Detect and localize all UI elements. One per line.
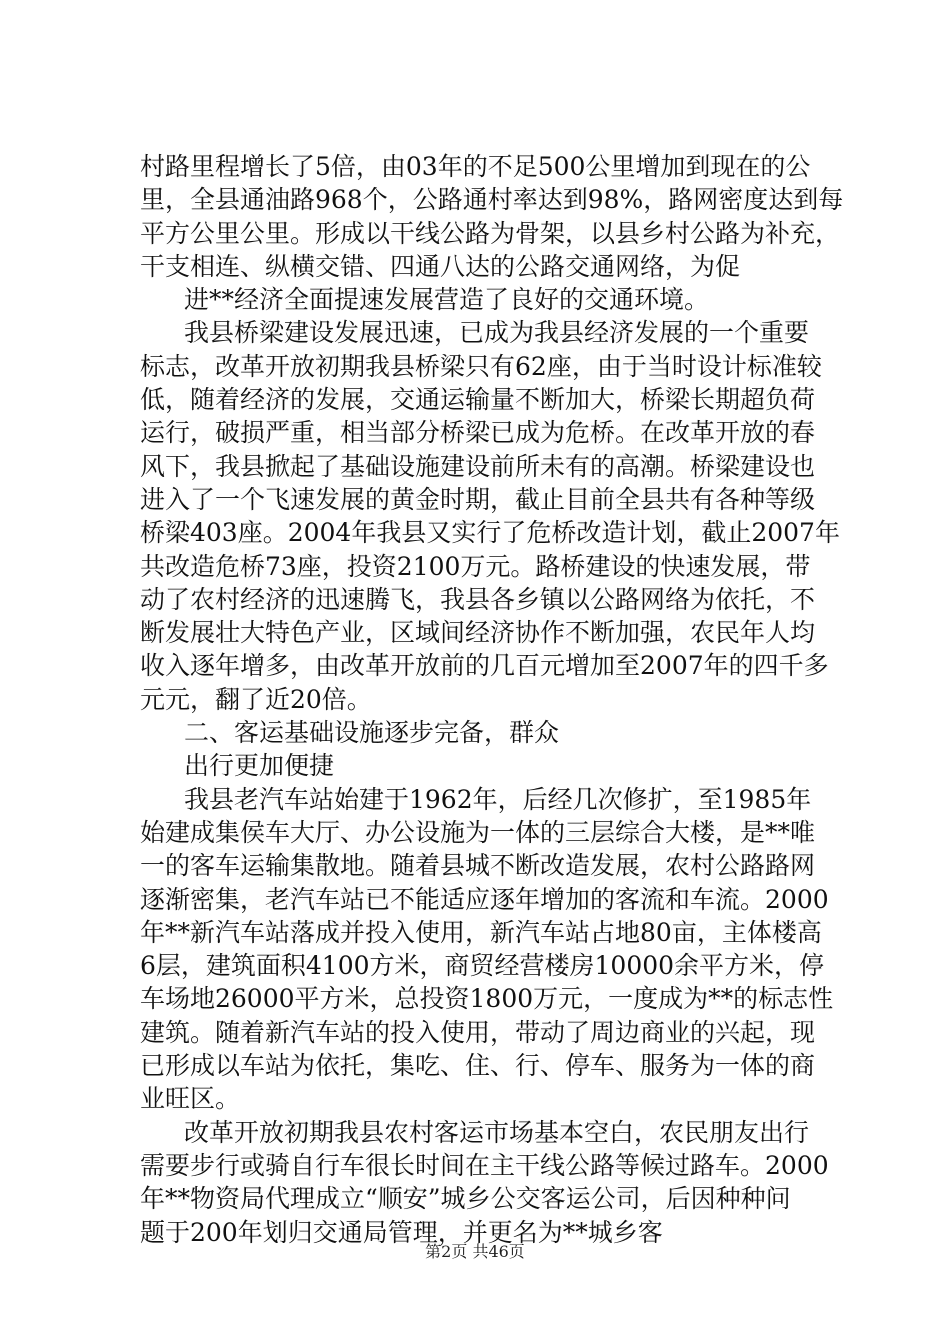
- text-line: 年**物资局代理成立“顺安”城乡公交客运公司，后因种种问: [140, 1184, 791, 1214]
- text-line: 共改造危桥73座，投资2100万元。路桥建设的快速发展，带: [140, 551, 811, 581]
- text-line: 6层，建筑面积4100方米，商贸经营楼房10000余平方米，停: [140, 951, 825, 981]
- text-line: 一的客车运输集散地。随着县城不断改造发展，农村公路路网: [140, 851, 816, 881]
- section-heading-line: 出行更加便捷: [184, 751, 335, 781]
- text-line: 年**新汽车站落成并投入使用，新汽车站占地80亩，主体楼高: [140, 917, 822, 947]
- page-footer: [0, 1242, 950, 1262]
- text-line: 断发展壮大特色产业，区域间经济协作不断加强，农民年人均: [140, 618, 816, 648]
- text-line: 需要步行或骑自行车很长时间在主干线公路等候过路车。2000: [140, 1150, 829, 1180]
- section-heading-line: 二、客运基础设施逐步完备，群众: [184, 718, 560, 748]
- text-line: 已形成以车站为依托，集吃、住、行、停车、服务为一体的商: [140, 1051, 816, 1081]
- text-line: 标志，改革开放初期我县桥梁只有62座，由于当时设计标准较: [140, 351, 822, 381]
- text-line: 逐渐密集，老汽车站已不能适应逐年增加的客流和车流。2000: [140, 884, 829, 914]
- text-line: 进**经济全面提速发展营造了良好的交通环境。: [184, 285, 710, 315]
- page-number-label: 第2页 共46页: [425, 1242, 525, 1261]
- paragraph-start-line: 改革开放初期我县农村客运市场基本空白，农民朋友出行: [184, 1117, 810, 1147]
- paragraph-start-line: 我县桥梁建设发展迅速，已成为我县经济发展的一个重要: [184, 318, 810, 348]
- text-line: 干支相连、纵横交错、四通八达的公路交通网络，为促: [140, 251, 741, 281]
- text-line: 低，随着经济的发展，交通运输量不断加大，桥梁长期超负荷: [140, 385, 816, 415]
- text-line: 进入了一个飞速发展的黄金时期，截止目前全县共有各种等级: [140, 484, 816, 514]
- text-line: 运行，破损严重，相当部分桥梁已成为危桥。在改革开放的春: [140, 418, 816, 448]
- paragraph-start-line: 我县老汽车站始建于1962年，后经几次修扩，至1985年: [184, 784, 812, 814]
- text-line: 村路里程增长了5倍，由03年的不足500公里增加到现在的公: [140, 152, 811, 181]
- text-line: 车场地26000平方米，总投资1800万元，一度成为**的标志性: [140, 984, 834, 1014]
- text-line: 元元，翻了近20倍。: [140, 684, 372, 714]
- text-line: 动了农村经济的迅速腾飞，我县各乡镇以公路网络为依托，不: [140, 584, 816, 614]
- text-line: 平方公里公里。形成以干线公路为骨架，以县乡村公路为补充，: [140, 218, 841, 248]
- text-line: 收入逐年增多，由改革开放前的几百元增加至2007年的四千多: [140, 651, 829, 681]
- text-line: 桥梁403座。2004年我县又实行了危桥改造计划，截止2007年: [140, 518, 840, 548]
- document-body: [140, 150, 844, 1249]
- text-line: 风下，我县掀起了基础设施建设前所未有的高潮。桥梁建设也: [140, 451, 816, 481]
- text-line: 题于200年划归交通局管理，并更名为**城乡客: [140, 1217, 663, 1247]
- text-line: 始建成集侯车大厅、办公设施为一体的三层综合大楼，是**唯: [140, 817, 816, 847]
- text-line: 建筑。随着新汽车站的投入使用，带动了周边商业的兴起，现: [140, 1017, 816, 1047]
- text-line: 里，全县通油路968个，公路通村率达到98%，路网密度达到每: [140, 185, 844, 215]
- text-line: 业旺区。: [140, 1084, 241, 1114]
